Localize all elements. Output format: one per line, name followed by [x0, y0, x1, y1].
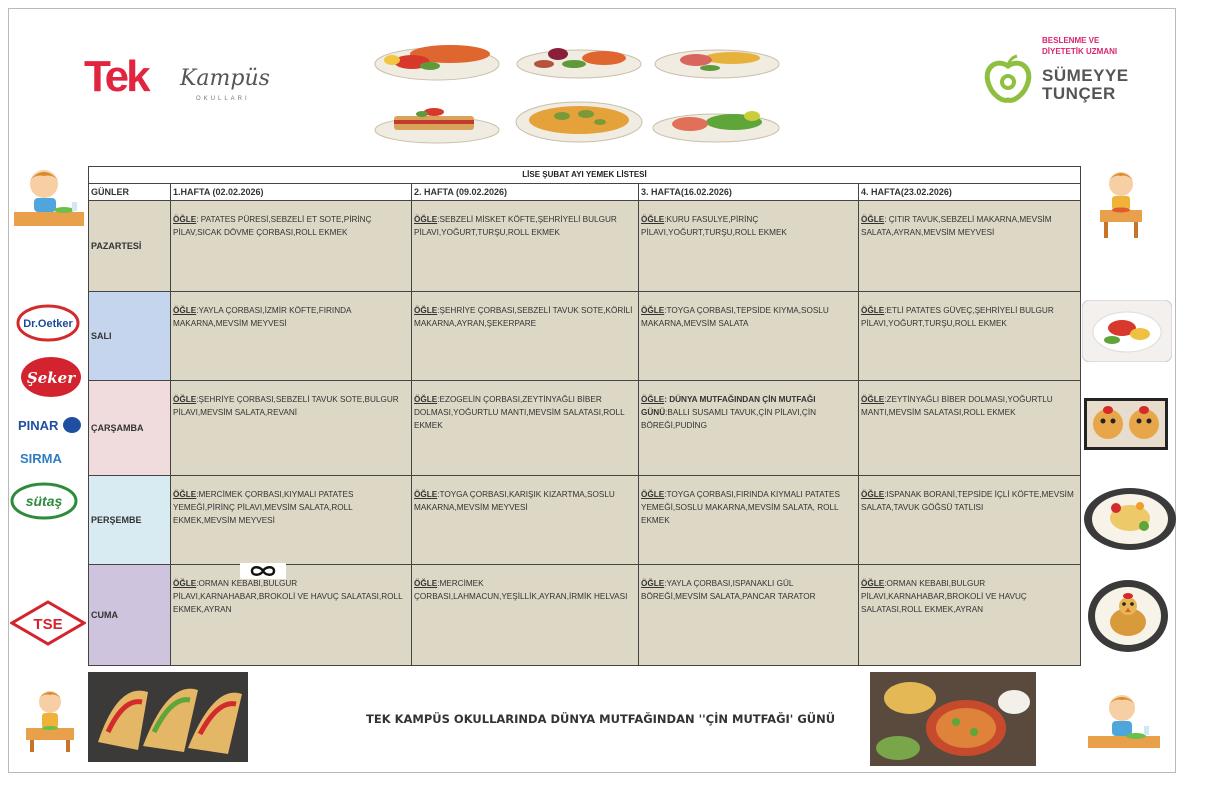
dietitian-title-1: BESLENME VE [1042, 36, 1100, 45]
meal-items: :YAYLA ÇORBASI,İZMİR KÖFTE,FIRINDA MAKARNA,MEVSİM MEYVESİ [173, 306, 352, 328]
meal-items: :MERCİMEK ÇORBASI,KIYMALI PATATES YEMEĞİ,PİRİNÇ PİLAVI,MEVSİM SALATA,ROLL EKMEK,MEVSİM MEYVESİ [173, 490, 354, 525]
tacos-photo [88, 672, 248, 762]
meal-label: ÖĞLE [414, 215, 438, 224]
special-day-label: : DÜNYA MUTFAĞINDAN ÇİN MUTFAĞI GÜNÜ [641, 395, 816, 417]
food-plate-2 [514, 40, 644, 80]
sutas-text: sütaş [25, 493, 63, 509]
meal-label: ÖĞLE [414, 395, 438, 404]
kid-eating-icon [24, 688, 76, 754]
footer-caption: TEK KAMPÜS OKULLARINDA DÜNYA MUTFAĞINDAN ''ÇİN MUTFAĞI' GÜNÜ [366, 712, 836, 726]
meal-label: ÖĞLE [861, 395, 885, 404]
dr-oetker-logo [16, 304, 80, 342]
food-plate-3 [652, 40, 782, 80]
tek-kampus-logo [84, 52, 270, 114]
meal-cell [639, 476, 859, 565]
meal-items: :ETLİ PATATES GÜVEÇ,ŞEHRİYELİ BULGUR PİLAVI,YOĞURT,TURŞU,ROLL EKMEK [861, 306, 1054, 328]
meal-items: :TOYGA ÇORBASI,TEPSİDE KIYMA,SOSLU MAKARNA,MEVSİM SALATA [641, 306, 829, 328]
dietitian-name-2: TUNÇER [1042, 84, 1116, 103]
brand-caption: OKULLARI [196, 96, 250, 102]
meal-cell [859, 381, 1081, 476]
food-plate-4 [372, 104, 502, 144]
kid-eating-icon [1096, 166, 1146, 240]
meal-label: ÖĞLE [641, 490, 665, 499]
meal-cell [171, 476, 412, 565]
meal-label: ÖĞLE [173, 395, 197, 404]
infinity-icon [240, 563, 286, 579]
menu-row [89, 201, 1081, 292]
dietitian-title-2: DİYETETİK UZMANI [1042, 47, 1118, 56]
chicken-plate-photo [1086, 578, 1170, 654]
meal-items: : ÇITIR TAVUK,SEBZELİ MAKARNA,MEVSİM SALATA,AYRAN,MEVSİM MEYVESİ [861, 215, 1052, 237]
apple-heart-icon [982, 54, 1034, 106]
meal-cell [171, 292, 412, 381]
meal-items: :ORMAN KEBABI,BULGUR PİLAVI,KARNAHABAR,BROKOLİ VE HAVUÇ SALATASI,ROLL EKMEK,AYRAN [173, 579, 403, 614]
meal-label: ÖĞLE [641, 579, 665, 588]
brand-sub: Kampüs [180, 66, 270, 91]
week-header: 1.HAFTA (02.02.2026) [171, 184, 412, 201]
brand-name: Tek [84, 52, 148, 101]
meal-items: :TOYGA ÇORBASI,KARIŞIK KIZARTMA,SOSLU MAKARNA,MEVSİM MEYVESİ [414, 490, 615, 512]
meal-label: ÖĞLE [861, 215, 885, 224]
meal-items: : PATATES PÜRESİ,SEBZELİ ET SOTE,PİRİNÇ PİLAV,SICAK DÖVME ÇORBASI,ROLL EKMEK [173, 215, 372, 237]
meal-label: ÖĞLE [641, 306, 665, 315]
day-cell: ÇARŞAMBA [89, 381, 171, 476]
menu-row [89, 565, 1081, 666]
meal-items: :ŞEHRİYE ÇORBASI,SEBZELİ TAVUK SOTE,KÖRİLİ MAKARNA,AYRAN,ŞEKERPARE [414, 306, 633, 328]
mexican-food-photo [870, 672, 1036, 766]
meal-label: ÖĞLE [173, 579, 197, 588]
meal-cell [412, 381, 639, 476]
meal-items: :ZEYTİNYAĞLI BİBER DOLMASI,YOĞURTLU MANTI,MEVSİM SALATASI,ROLL EKMEK [861, 395, 1053, 417]
week-header: 3. HAFTA(16.02.2026) [639, 184, 859, 201]
week-header: 2. HAFTA (09.02.2026) [412, 184, 639, 201]
dr-oetker-text: Dr.Oetker [23, 318, 73, 330]
meal-cell [859, 292, 1081, 381]
menu-row [89, 292, 1081, 381]
meal-cell [412, 476, 639, 565]
meal-cell [171, 565, 412, 666]
meal-cell [859, 201, 1081, 292]
week-header: 4. HAFTA(23.02.2026) [859, 184, 1081, 201]
meal-label: ÖĞLE [641, 395, 665, 404]
food-plate-1 [372, 36, 502, 82]
meal-label: ÖĞLE [641, 215, 665, 224]
meal-cell [171, 381, 412, 476]
food-plate-5 [514, 96, 644, 146]
meal-items: :MERCİMEK ÇORBASI,LAHMACUN,YEŞİLLİK,AYRAN,İRMİK HELVASI [414, 579, 628, 601]
day-cell: CUMA [89, 565, 171, 666]
meal-label: ÖĞLE [414, 579, 438, 588]
sirma-text: SIRMA [20, 451, 62, 466]
meal-cell [639, 201, 859, 292]
tse-logo [10, 600, 86, 646]
day-cell: PERŞEMBE [89, 476, 171, 565]
meal-cell [639, 381, 859, 476]
meal-items: :ISPANAK BORANİ,TEPSİDE İÇLİ KÖFTE,MEVSİM SALATA,TAVUK GÖĞSÜ TATLISI [861, 490, 1074, 512]
meal-label: ÖĞLE [414, 490, 438, 499]
menu-title: LİSE ŞUBAT AYI YEMEK LİSTESİ [89, 167, 1081, 184]
sirma-logo [18, 448, 78, 468]
seker-logo [20, 356, 82, 398]
pasta-plate-photo [1082, 486, 1178, 552]
meal-items: :YAYLA ÇORBASI,ISPANAKLI GÜL BÖREĞİ,MEVSİM SALATA,PANCAR TARATOR [641, 579, 816, 601]
menu-row [89, 476, 1081, 565]
days-header: GÜNLER [89, 184, 171, 201]
meal-label: ÖĞLE [861, 490, 885, 499]
meal-items: :SEBZELİ MİSKET KÖFTE,ŞEHRİYELİ BULGUR PİLAVI,YOĞURT,TURŞU,ROLL EKMEK [414, 215, 617, 237]
meal-cell [859, 476, 1081, 565]
meal-cell [639, 292, 859, 381]
menu-row [89, 381, 1081, 476]
pancake-faces-photo [1084, 398, 1168, 450]
day-cell: PAZARTESİ [89, 201, 171, 292]
day-cell: SALI [89, 292, 171, 381]
meal-label: ÖĞLE [173, 490, 197, 499]
meal-cell [412, 292, 639, 381]
meal-label: ÖĞLE [414, 306, 438, 315]
pinar-logo [16, 414, 82, 436]
meal-items: :TOYGA ÇORBASI,FIRINDA KIYMALI PATATES YEMEĞİ,SOSLU MAKARNA,MEVSİM SALATA, ROLL EKMEK [641, 490, 840, 525]
meal-cell [859, 565, 1081, 666]
meal-cell [412, 565, 639, 666]
seker-text: Şeker [26, 369, 76, 387]
meal-cell [639, 565, 859, 666]
kid-eating-icon [14, 166, 84, 230]
dietitian-logo [980, 36, 1140, 106]
pinar-text: PINAR [18, 418, 59, 433]
meal-items: :ŞEHRİYE ÇORBASI,SEBZELİ TAVUK SOTE,BULGUR PİLAVI,MEVSİM SALATA,REVANİ [173, 395, 399, 417]
food-plate-6 [650, 102, 782, 144]
meal-label: ÖĞLE [173, 215, 197, 224]
tse-text: TSE [33, 616, 63, 633]
meal-cell [171, 201, 412, 292]
meal-items: : DÜNYA MUTFAĞINDAN ÇİN MUTFAĞI GÜNÜ:BALLI SUSAMLI TAVUK,ÇİN PİLAVI,ÇİN BÖREĞİ,PUDİNG [641, 395, 817, 430]
meal-menu-table [88, 166, 1081, 666]
meal-items: :ORMAN KEBABI,BULGUR PİLAVI,KARNAHABAR,BROKOLİ VE HAVUÇ SALATASI,ROLL EKMEK,AYRAN [861, 579, 1027, 614]
sutas-logo [10, 482, 78, 520]
meal-label: ÖĞLE [861, 306, 885, 315]
meal-items: :EZOGELİN ÇORBASI,ZEYTİNYAĞLI BİBER DOLMASI,YOĞURTLU MANTI,MEVSİM SALATASI,ROLL EKMEK [414, 395, 625, 430]
meal-items: :KURU FASULYE,PİRİNÇ PİLAVI,YOĞURT,TURŞU,ROLL EKMEK [641, 215, 787, 237]
meal-label: ÖĞLE [173, 306, 197, 315]
kid-eating-icon [1088, 690, 1160, 754]
meal-cell [412, 201, 639, 292]
kids-plate-photo [1082, 300, 1172, 362]
dietitian-name-1: SÜMEYYE [1042, 66, 1129, 85]
meal-label: ÖĞLE [861, 579, 885, 588]
menu-body [89, 201, 1081, 666]
